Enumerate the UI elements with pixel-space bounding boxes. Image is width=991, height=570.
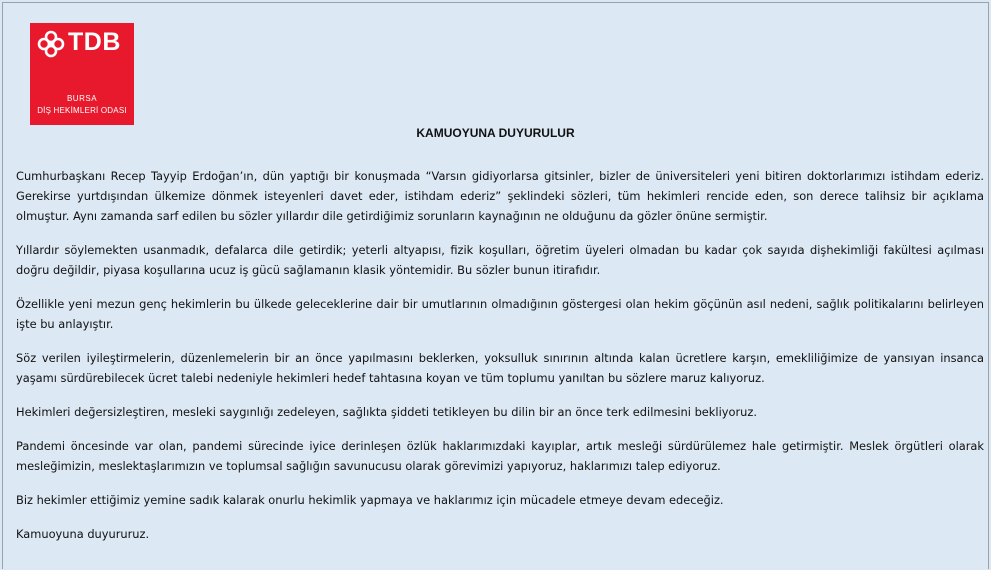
paragraph: Özellikle yeni mezun genç hekimlerin bu ülkede geleceklerine dair bir umutlarının olmadığının göstergesi olan hekim göçünün asıl nedeni, sağlık politikalarını belirleyen işte bu anlayıştır.: [16, 297, 984, 331]
announcement-body: [16, 166, 984, 558]
announcement-document: [2, 2, 989, 569]
paragraph: Biz hekimler ettiğimiz yemine sadık kalarak onurlu hekimlik yapmaya ve haklarımız için mücadele etmeye devam edeceğiz.: [16, 493, 724, 507]
tdb-emblem-icon: [36, 29, 66, 59]
closing-line: Kamuoyuna duyururuz.: [16, 527, 150, 541]
paragraph: Cumhurbaşkanı Recep Tayyip Erdoğan’ın, dün yaptığı bir konuşmada “Varsın gidiyorlarsa gitsinler, bizler de üniversiteleri yeni bitiren doktorlarımızı istihdam ederiz. Gerekirse yurtdışından ülkemize dönmek isteyenleri davet eder, istihdam ederiz” şeklindeki sözleri, tüm hekimleri rencide eden, son derece talihsiz bir açıklama olmuştur. Aynı zamanda sarf edilen bu sözler yıllardır dile getirdiğimiz sorunların kaynağının ne olduğunu da gözler önüne sermiştir.: [16, 169, 984, 223]
tdb-logo: [30, 23, 134, 125]
logo-city: BURSA: [66, 94, 98, 103]
paragraph: Yıllardır söylemekten usanmadık, defalarca dile getirdik; yeterli altyapısı, fizik koşulları, öğretim üyeleri olmadan bu kadar çok sayıda dişhekimliği fakültesi açılması doğru değildir, piyasa koşullarına ucuz iş gücü sağlamanın klasik yöntemidir. Bu sözler bunun itirafıdır.: [16, 243, 984, 277]
logo-org: DİŞ HEKİMLERİ ODASI: [37, 106, 127, 115]
paragraph: Hekimleri değersizleştiren, mesleki saygınlığı zedeleyen, sağlıkta şiddeti tetikleyen bu dilin bir an önce terk edilmesini bekliyoruz.: [16, 405, 757, 419]
paragraph: Söz verilen iyileştirmelerin, düzenlemelerin bir an önce yapılmasını beklerken, yoksulluk sınırının altında kalan ücretlere karşın, emekliliğimize de yansıyan insanca yaşamı sürdürebilecek ücret talebi nedeniyle hekimleri hedef tahtasına koyan ve tüm toplumu yanıltan bu sözlere maruz kalıyoruz.: [16, 351, 984, 385]
page-title: KAMUOYUNA DUYURULUR: [416, 126, 575, 140]
paragraph: Pandemi öncesinde var olan, pandemi sürecinde iyice derinleşen özlük haklarımızdaki kayıplar, artık mesleği sürdürülemez hale getirmiştir. Meslek örgütleri olarak mesleğimizin, meslektaşlarımızın ve toplumsal sağlığın savunucusu olarak görevimizi yapıyoruz, haklarımızı talep ediyoruz.: [16, 439, 984, 473]
logo-brand: TDB: [68, 28, 121, 56]
